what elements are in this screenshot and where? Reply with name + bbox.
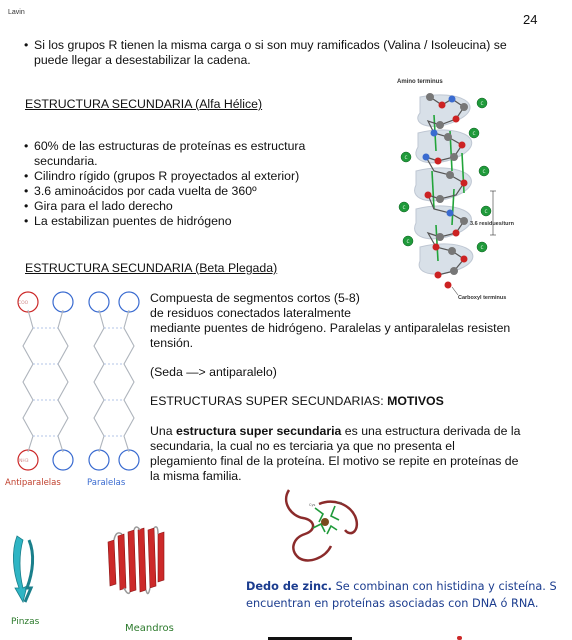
svg-text:COO: COO: [18, 301, 29, 306]
zinc-finger-caption: [246, 578, 557, 612]
alpha-bullet-list: [24, 139, 364, 229]
alpha-heading: ESTRUCTURA SECUNDARIA (Alfa Hélice): [25, 97, 263, 111]
beta-description-line: de residuos conectados lateralmente: [150, 306, 351, 320]
page-number: 24: [523, 12, 538, 27]
svg-text:C: C: [402, 205, 406, 210]
alpha-bullet: • Gira para el lado derecho: [24, 199, 173, 213]
carboxyl-terminus-label: Carboxyl terminus: [458, 295, 507, 301]
svg-text:Cys: Cys: [309, 503, 316, 507]
beta-description-line: Compuesta de segmentos cortos (5-8): [150, 291, 360, 305]
svg-text:C: C: [482, 169, 486, 174]
svg-text:C: C: [406, 239, 410, 244]
zinc-finger-image: [275, 486, 370, 566]
intro-bullet-text: Si los grupos R tienen la misma carga o si son muy ramificados (Valina / Isoleucina) se puede llegar a desestabilizar la cadena.: [34, 38, 507, 67]
beta-description-line: tensión.: [150, 336, 194, 350]
beta-sheet-figure: [3, 288, 143, 488]
alpha-bullet: • Cilindro rígido (grupos R proyectados al exterior): [24, 169, 300, 183]
amino-terminus-label: Amino terminus: [397, 79, 443, 85]
alpha-bullet: • La estabilizan puentes de hidrógeno: [24, 214, 232, 228]
motifs-paragraph-line: secundaria, la cual no es terciaria ya que no presenta el: [150, 439, 455, 453]
bottom-red-mark: [457, 636, 462, 640]
svg-text:His: His: [337, 501, 343, 505]
motifs-paragraph: [150, 424, 565, 484]
pinzas-label: Pinzas: [11, 617, 40, 627]
svg-text:C: C: [480, 101, 484, 106]
motifs-paragraph-line: plegamiento final de la proteína. El motivo se repite en proteínas de: [150, 454, 519, 468]
svg-text:C: C: [404, 155, 408, 160]
author-label: Lavin: [8, 9, 25, 16]
svg-text:C: C: [484, 209, 488, 214]
motifs-paragraph-line: Una estructura super secundaria es una estructura derivada de la: [150, 424, 521, 438]
beta-heading: ESTRUCTURA SECUNDARIA (Beta Plegada): [25, 261, 278, 275]
intro-bullet: [24, 38, 534, 68]
residues-per-turn-label: 3.6 residues/turn: [470, 221, 515, 227]
motifs-paragraph-line: la misma familia.: [150, 469, 242, 483]
motifs-heading: ESTRUCTURAS SUPER SECUNDARIAS: MOTIVOS: [150, 394, 444, 408]
antiparalelas-label: Antiparalelas: [5, 478, 61, 488]
beta-description-line: mediante puentes de hidrógeno. Paralelas y antiparalelas resisten: [150, 321, 511, 335]
paralelas-label: Paralelas: [87, 478, 126, 488]
alpha-helix-figure: [390, 75, 540, 305]
svg-text:C: C: [480, 245, 484, 250]
bullet-dot: •: [24, 38, 29, 52]
meandros-label: Meandros: [125, 623, 174, 634]
beta-description: [150, 291, 560, 351]
meandros-image: [100, 520, 170, 600]
alpha-bullet: • 60% de las estructuras de proteínas es estructura secundaria.: [24, 139, 306, 168]
pinzas-image: [5, 532, 45, 612]
svg-text:C: C: [472, 131, 476, 136]
alpha-bullet: • 3.6 aminoácidos por cada vuelta de 360º: [24, 184, 257, 198]
svg-text:NH3: NH3: [19, 459, 29, 464]
beta-example: (Seda —> antiparalelo): [150, 365, 277, 379]
zinc-finger-caption-line: Dedo de zinc. Se combinan con histidina y cisteína. S: [246, 580, 557, 593]
zinc-finger-caption-line: encuentran en proteínas asociadas con DNA ó RNA.: [246, 597, 539, 610]
